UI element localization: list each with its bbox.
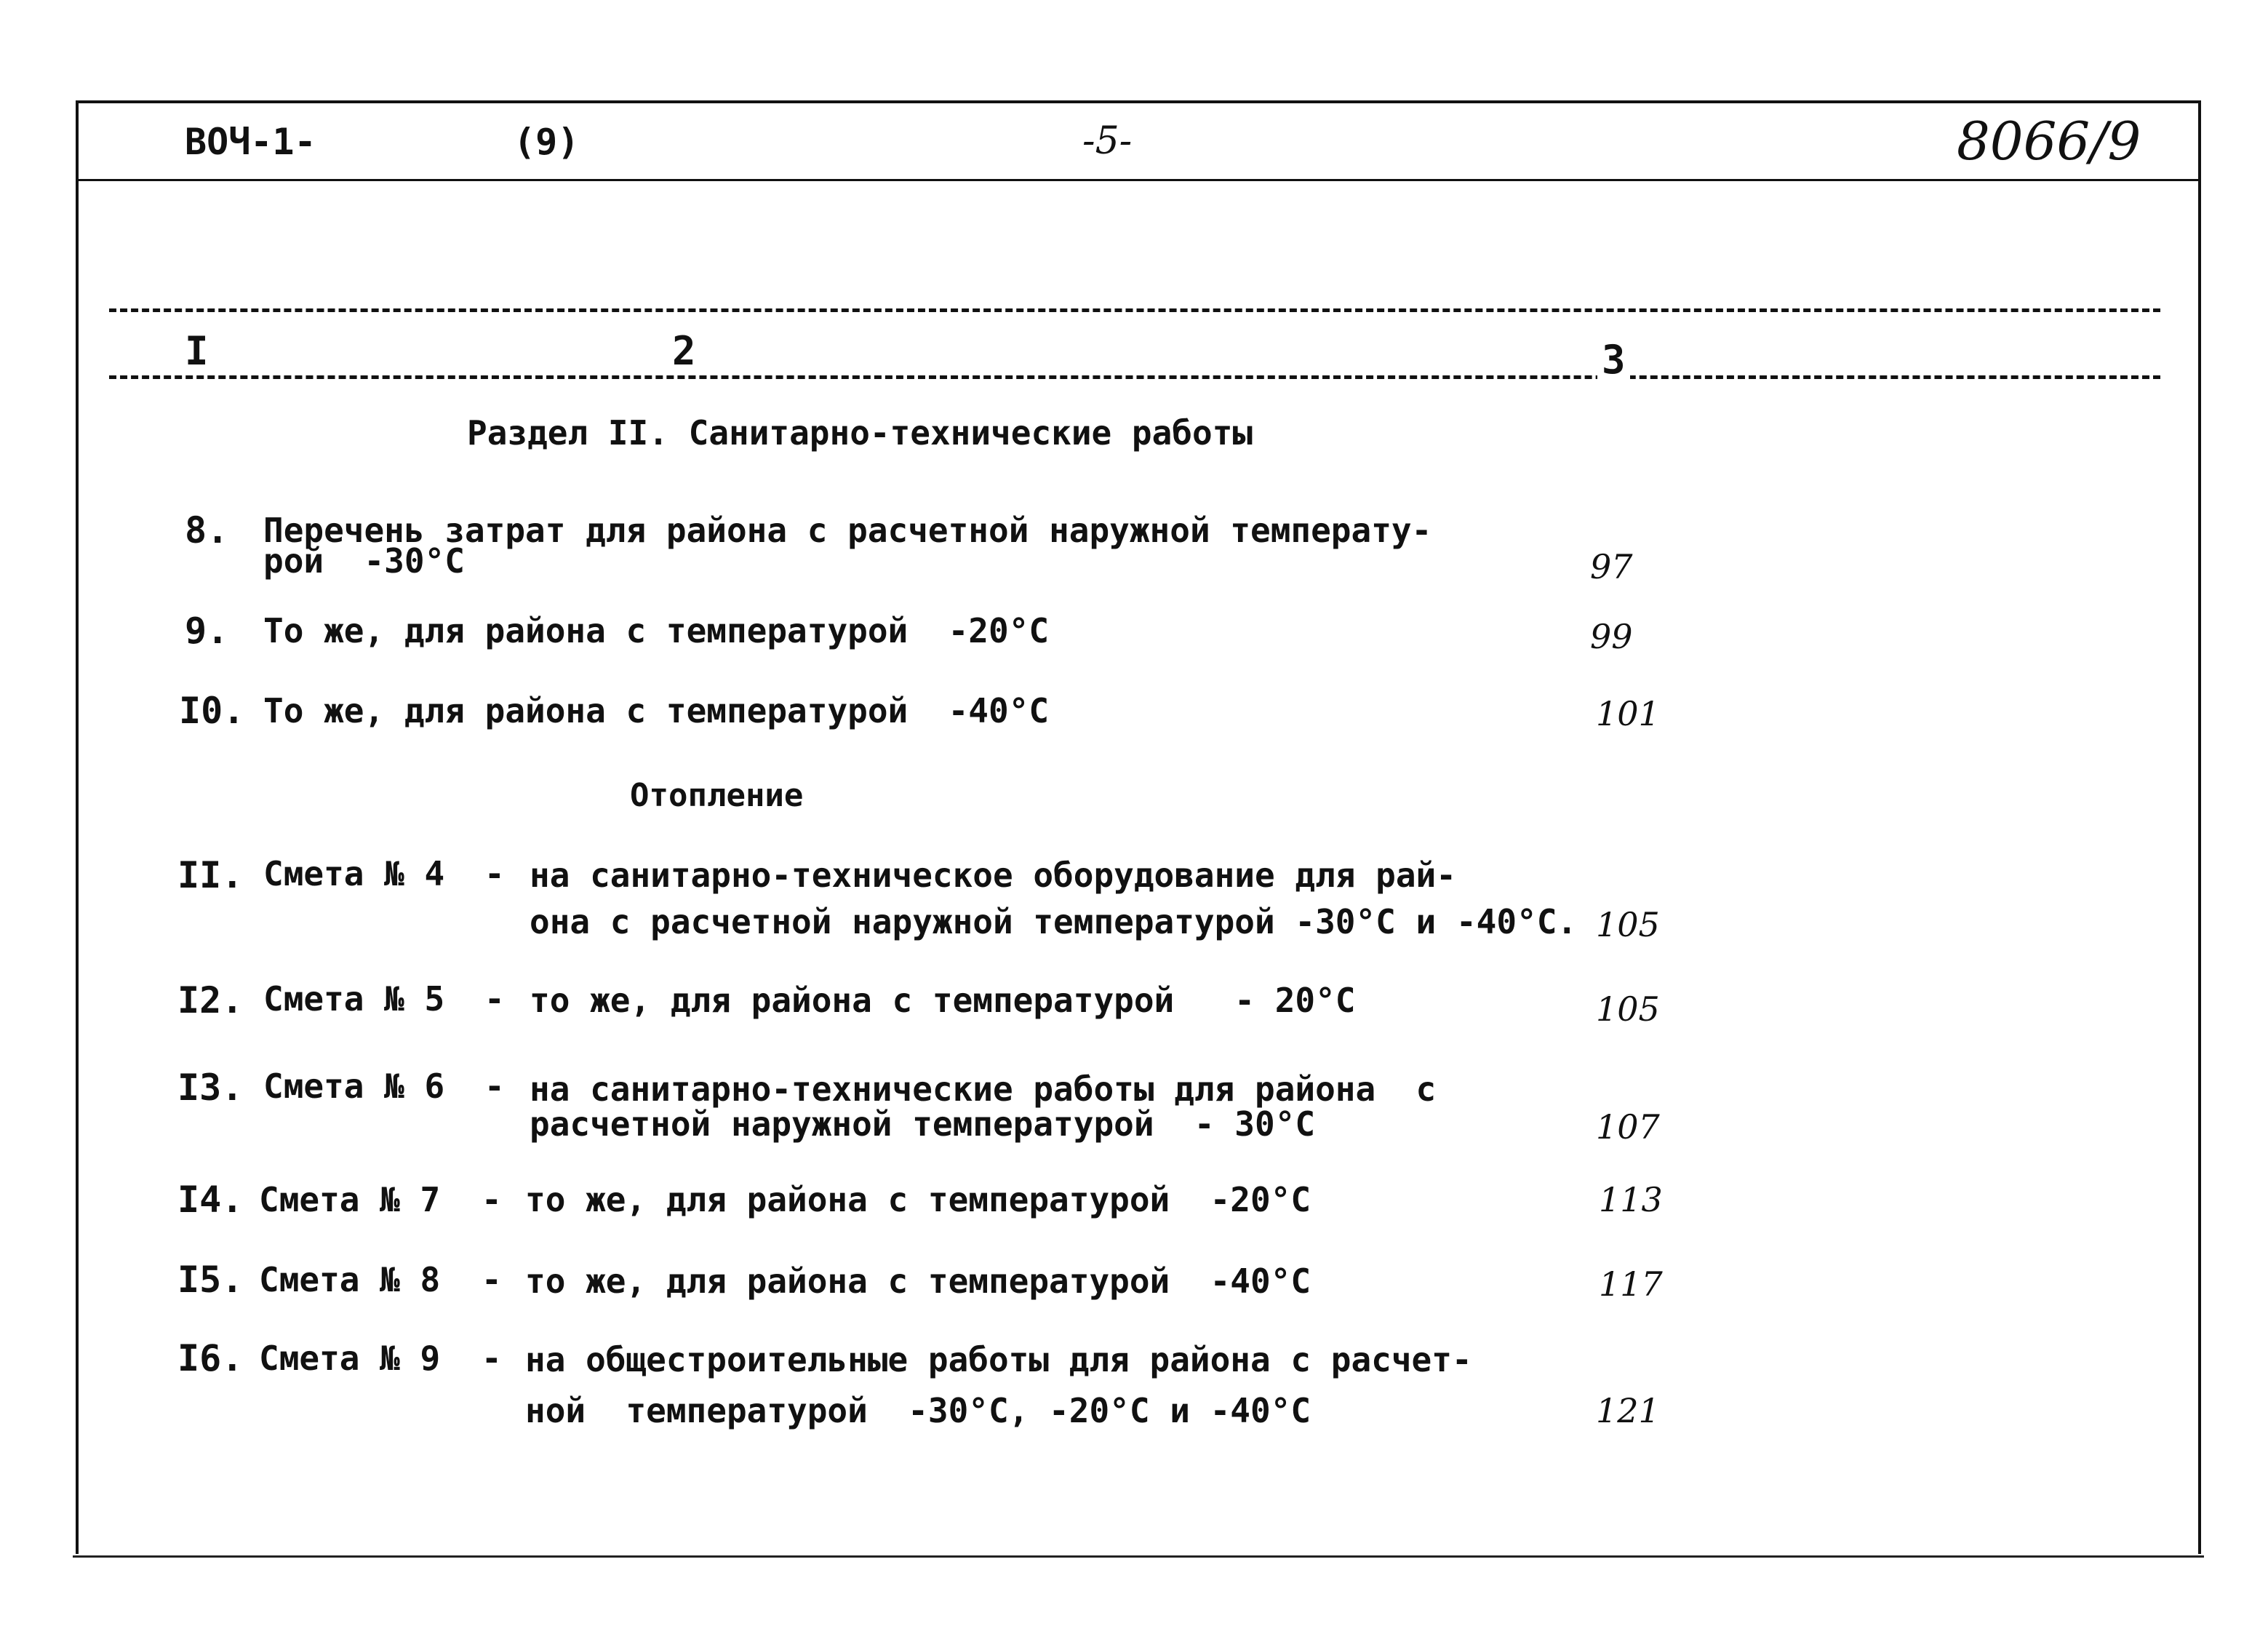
entry-number: I5. xyxy=(177,1259,244,1301)
entry-label: Смета № 4 xyxy=(263,854,445,893)
entry-page-number: 105 xyxy=(1596,989,1660,1029)
entry-page-number: 107 xyxy=(1596,1107,1660,1147)
entry-number: I2. xyxy=(177,979,244,1021)
entry-text-line: она с расчетной наружной температурой -30°С и -40°С. xyxy=(530,902,1578,941)
entry-text-line: То же, для района с температурой -40°С xyxy=(263,691,1050,730)
entry-label: Смета № 9 xyxy=(259,1339,441,1378)
bottom-divider xyxy=(73,1555,2204,1558)
entry-dash: - xyxy=(482,1260,502,1299)
entry-page-number: 105 xyxy=(1596,905,1660,944)
entry-label: Смета № 5 xyxy=(263,979,445,1019)
column-header-2: 2 xyxy=(668,332,700,371)
column-header-3: 3 xyxy=(1597,340,1630,380)
subsection-title: Отопление xyxy=(630,777,804,814)
entry-text-line: на санитарно-техническое оборудование для рай- xyxy=(530,856,1456,895)
section-title: Раздел II. Санитарно-технические работы xyxy=(467,413,1253,453)
entry-number: I0. xyxy=(179,690,245,732)
header-divider xyxy=(76,179,2198,181)
entry-text-line: на санитарно-технические работы для района с xyxy=(530,1069,1437,1109)
entry-text-line: то же, для района с температурой -40°С xyxy=(525,1262,1311,1301)
entry-page-number: 101 xyxy=(1596,694,1660,733)
entry-number: II. xyxy=(177,854,244,896)
dashed-rule-top xyxy=(109,308,2160,312)
entry-page-number: 117 xyxy=(1599,1264,1663,1304)
entry-number: 9. xyxy=(185,610,229,652)
entry-dash: - xyxy=(482,1339,502,1378)
entry-page-number: 97 xyxy=(1590,547,1633,586)
header-code: ВОЧ-1- xyxy=(185,121,316,163)
entry-text-line: Перечень затрат для района с расчетной наружной температу- xyxy=(263,511,1432,550)
entry-text-line: то же, для района с температурой - 20°С xyxy=(530,981,1356,1020)
entry-number: I3. xyxy=(177,1067,244,1109)
entry-text-line: То же, для района с температурой -20°С xyxy=(263,611,1050,650)
entry-text-line: расчетной наружной температурой - 30°С xyxy=(530,1104,1316,1144)
entry-text-line: ной температурой -30°С, -20°С и -40°С xyxy=(525,1391,1311,1430)
entry-dash: - xyxy=(482,1180,502,1219)
entry-page-number: 99 xyxy=(1590,617,1633,656)
entry-number: I4. xyxy=(177,1179,244,1221)
entry-page-number: 113 xyxy=(1599,1180,1663,1219)
header-doc-number: 8066/9 xyxy=(1957,111,2141,172)
column-header-1: I xyxy=(180,332,213,371)
entry-text-line: на общестроительные работы для района с расчет- xyxy=(525,1340,1472,1379)
dashed-rule-bottom xyxy=(109,375,2160,379)
header-volume: (9) xyxy=(514,121,580,163)
entry-label: Смета № 7 xyxy=(259,1180,441,1219)
entry-page-number: 121 xyxy=(1596,1391,1660,1430)
entry-dash: - xyxy=(484,1067,505,1106)
entry-number: I6. xyxy=(177,1337,244,1379)
entry-dash: - xyxy=(484,979,505,1019)
entry-text-line: то же, для района с температурой -20°С xyxy=(525,1180,1311,1219)
entry-number: 8. xyxy=(185,509,229,551)
page-frame xyxy=(76,100,2201,1554)
entry-label: Смета № 8 xyxy=(259,1260,441,1299)
entry-text-line: рой -30°С xyxy=(263,541,465,581)
entry-dash: - xyxy=(484,854,505,893)
entry-label: Смета № 6 xyxy=(263,1067,445,1106)
header-page-marker: -5- xyxy=(1082,119,1133,163)
